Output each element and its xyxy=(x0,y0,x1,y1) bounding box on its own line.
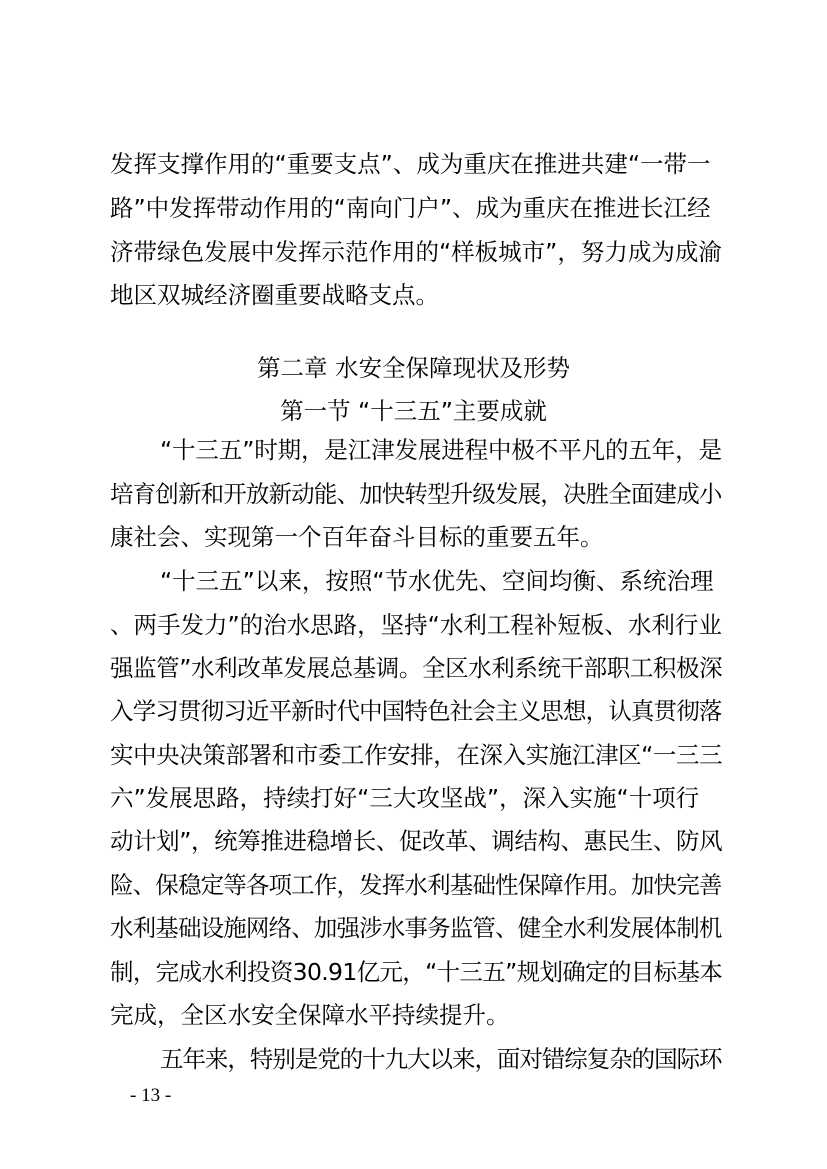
text-line: 水利基础设施网络、加强涉水事务监管、健全水利发展体制机 xyxy=(110,914,722,942)
text-line: 实中央决策部署和市委工作安排，在深入实施江津区“一三三 xyxy=(110,741,723,769)
text-line: 地区双城经济圈重要战略支点。 xyxy=(110,281,439,309)
text-line: 、两手发力”的治水思路，坚持“水利工程补短板、水利行业 xyxy=(110,611,722,639)
text-line: “十三五”以来，按照“节水优先、空间均衡、系统治理 xyxy=(160,567,714,595)
text-line: 制，完成水利投资30.91亿元，“十三五”规划确定的目标基本 xyxy=(110,958,723,986)
page-number: - 13 - xyxy=(130,1085,172,1106)
text-line: 康社会、实现第一个百年奋斗目标的重要五年。 xyxy=(110,523,604,551)
section-title: 第一节 “十三五”主要成就 xyxy=(280,397,547,425)
text-line: “十三五”时期，是江津发展进程中极不平凡的五年，是 xyxy=(160,436,722,464)
text-line: 强监管”水利改革发展总基调。全区水利系统干部职工积极深 xyxy=(110,654,723,682)
text-line: 动计划”，统筹推进稳增长、促改革、调结构、惠民生、防风 xyxy=(110,827,723,855)
chapter-title: 第二章 水安全保障现状及形势 xyxy=(257,354,570,382)
text-line: 发挥支撑作用的“重要支点”、成为重庆在推进共建“一带一 xyxy=(110,150,711,178)
text-line: 济带绿色发展中发挥示范作用的“样板城市”，努力成为成渝 xyxy=(110,238,722,266)
text-line: 六”发展思路，持续打好“三大攻坚战”，深入实施“十项行 xyxy=(110,784,700,812)
text-line: 险、保稳定等各项工作，发挥水利基础性保障作用。加快完善 xyxy=(110,871,722,899)
text-line: 培育创新和开放新动能、加快转型升级发展，决胜全面建成小 xyxy=(110,480,722,508)
text-line: 完成，全区水安全保障水平持续提升。 xyxy=(110,1001,510,1029)
text-line: 五年来，特别是党的十九大以来，面对错综复杂的国际环 xyxy=(160,1045,722,1073)
text-line: 入学习贯彻习近平新时代中国特色社会主义思想，认真贯彻落 xyxy=(110,697,722,725)
text-line: 路”中发挥带动作用的“南向门户”、成为重庆在推进长江经 xyxy=(110,194,711,222)
